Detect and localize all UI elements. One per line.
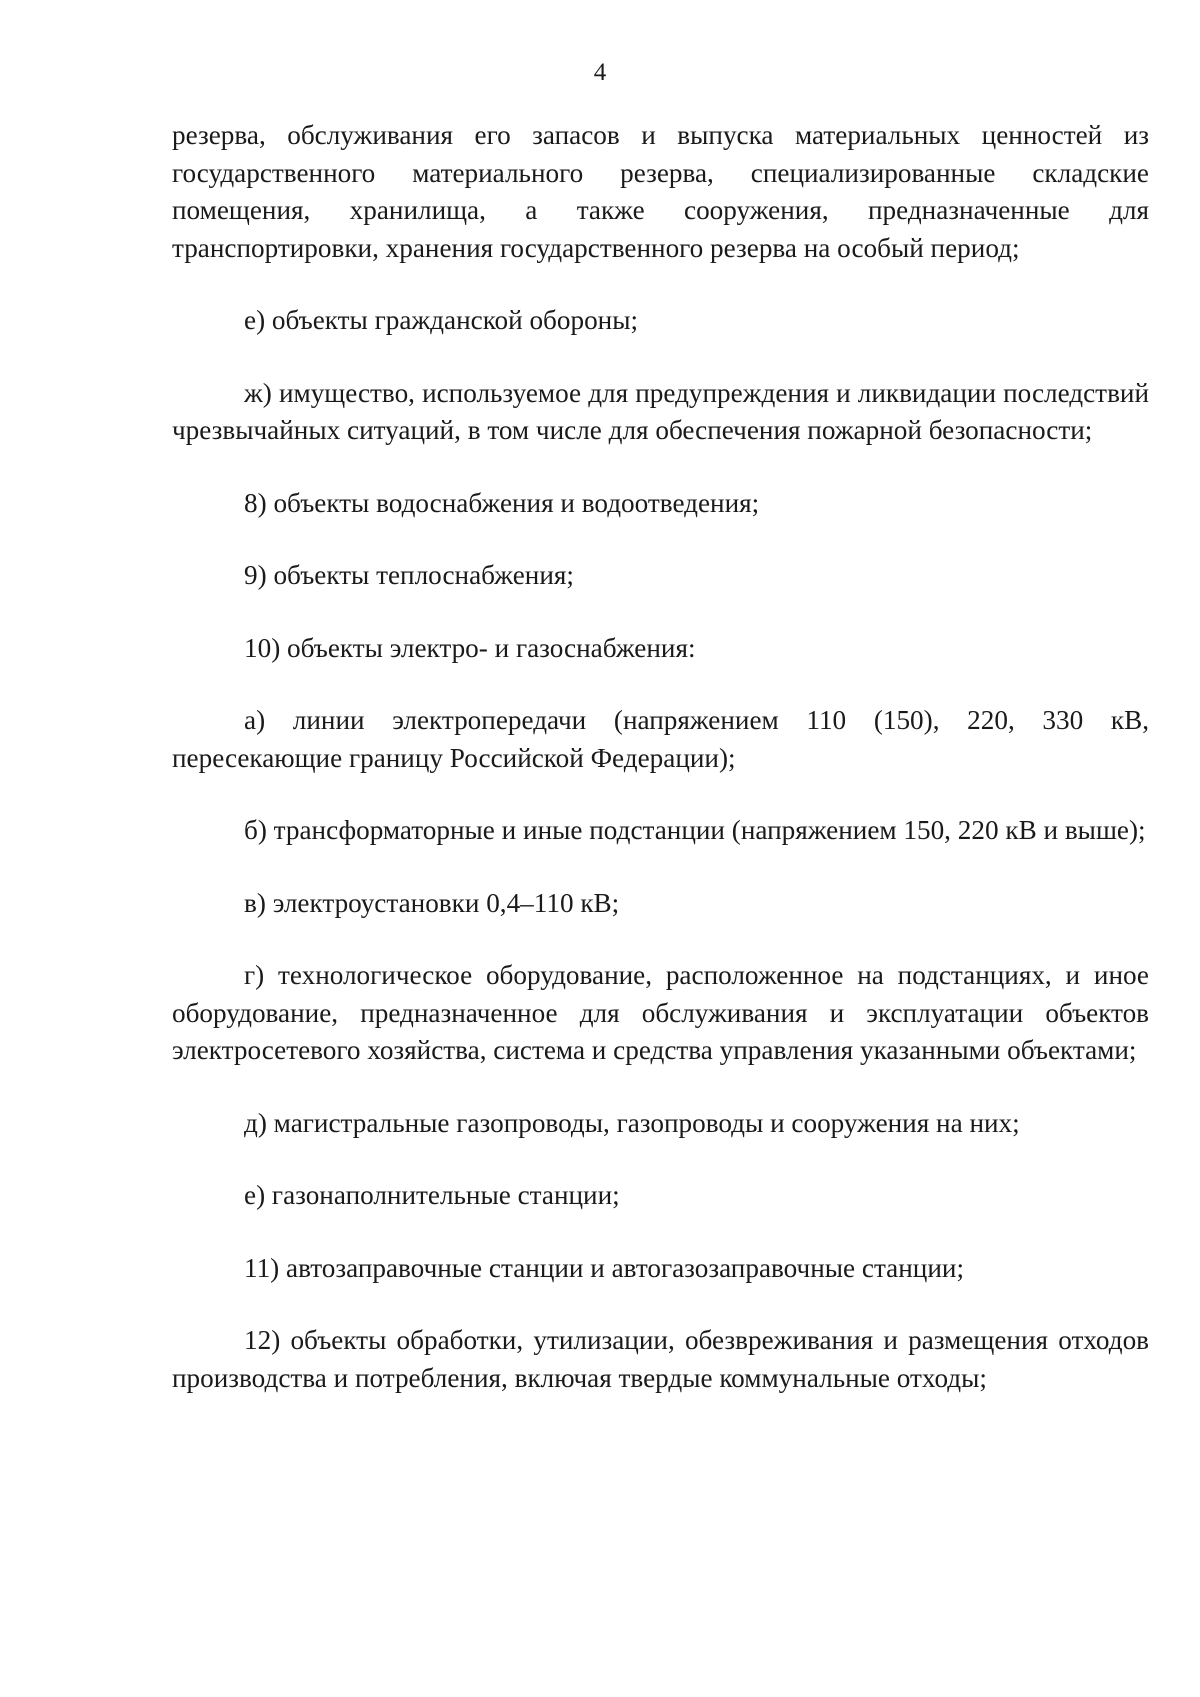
paragraph-reserve-continuation: резерва, обслуживания его запасов и выпуска материальных ценностей из государственного материального резерва, специализированные складские помещения, хранилища, а также сооружения, предназначенные для транспортировки, хранения государственного резерва на особый период; xyxy=(172,120,1149,263)
paragraph-gas-filling-stations: е) газонаполнительные станции; xyxy=(244,1180,620,1210)
paragraph-fuel-stations: 11) автозаправочные станции и автогазозаправочные станции; xyxy=(244,1252,965,1283)
paragraph-water-supply: 8) объекты водоснабжения и водоотведения; xyxy=(244,487,760,518)
paragraph-electric-gas-supply: 10) объекты электро- и газоснабжения: xyxy=(244,632,696,663)
page-number: 4 xyxy=(593,59,607,86)
paragraph-civil-defense: е) объекты гражданской обороны; xyxy=(244,305,639,335)
document-body xyxy=(172,117,1149,1432)
paragraph-substations: б) трансформаторные и иные подстанции (напряжением 150, 220 кВ и выше); xyxy=(244,815,1146,845)
paragraph-waste-facilities: 12) объекты обработки, утилизации, обезвреживания и размещения отходов производства и потребления, включая твердые коммунальные отходы; xyxy=(172,1325,1149,1393)
paragraph-gas-pipelines: д) магистральные газопроводы, газопроводы и сооружения на них; xyxy=(244,1107,1020,1138)
paragraph-emergency-property: ж) имущество, используемое для предупреждения и ликвидации последствий чрезвычайных ситуаций, в том числе для обеспечения пожарной безопасности; xyxy=(172,377,1149,445)
paragraph-technological-equipment: г) технологическое оборудование, расположенное на подстанциях, и иное оборудование, предназначенное для обслуживания и эксплуатации объектов электросетевого хозяйства, система и средства управления указанными объектами; xyxy=(172,960,1149,1065)
paragraph-power-lines: а) линии электропередачи (напряжением 110 (150), 220, 330 кВ, пересекающие границу Российской Федерации); xyxy=(172,705,1149,773)
paragraph-electrical-installations: в) электроустановки 0,4–110 кВ; xyxy=(244,887,620,918)
paragraph-heat-supply: 9) объекты теплоснабжения; xyxy=(244,560,574,590)
